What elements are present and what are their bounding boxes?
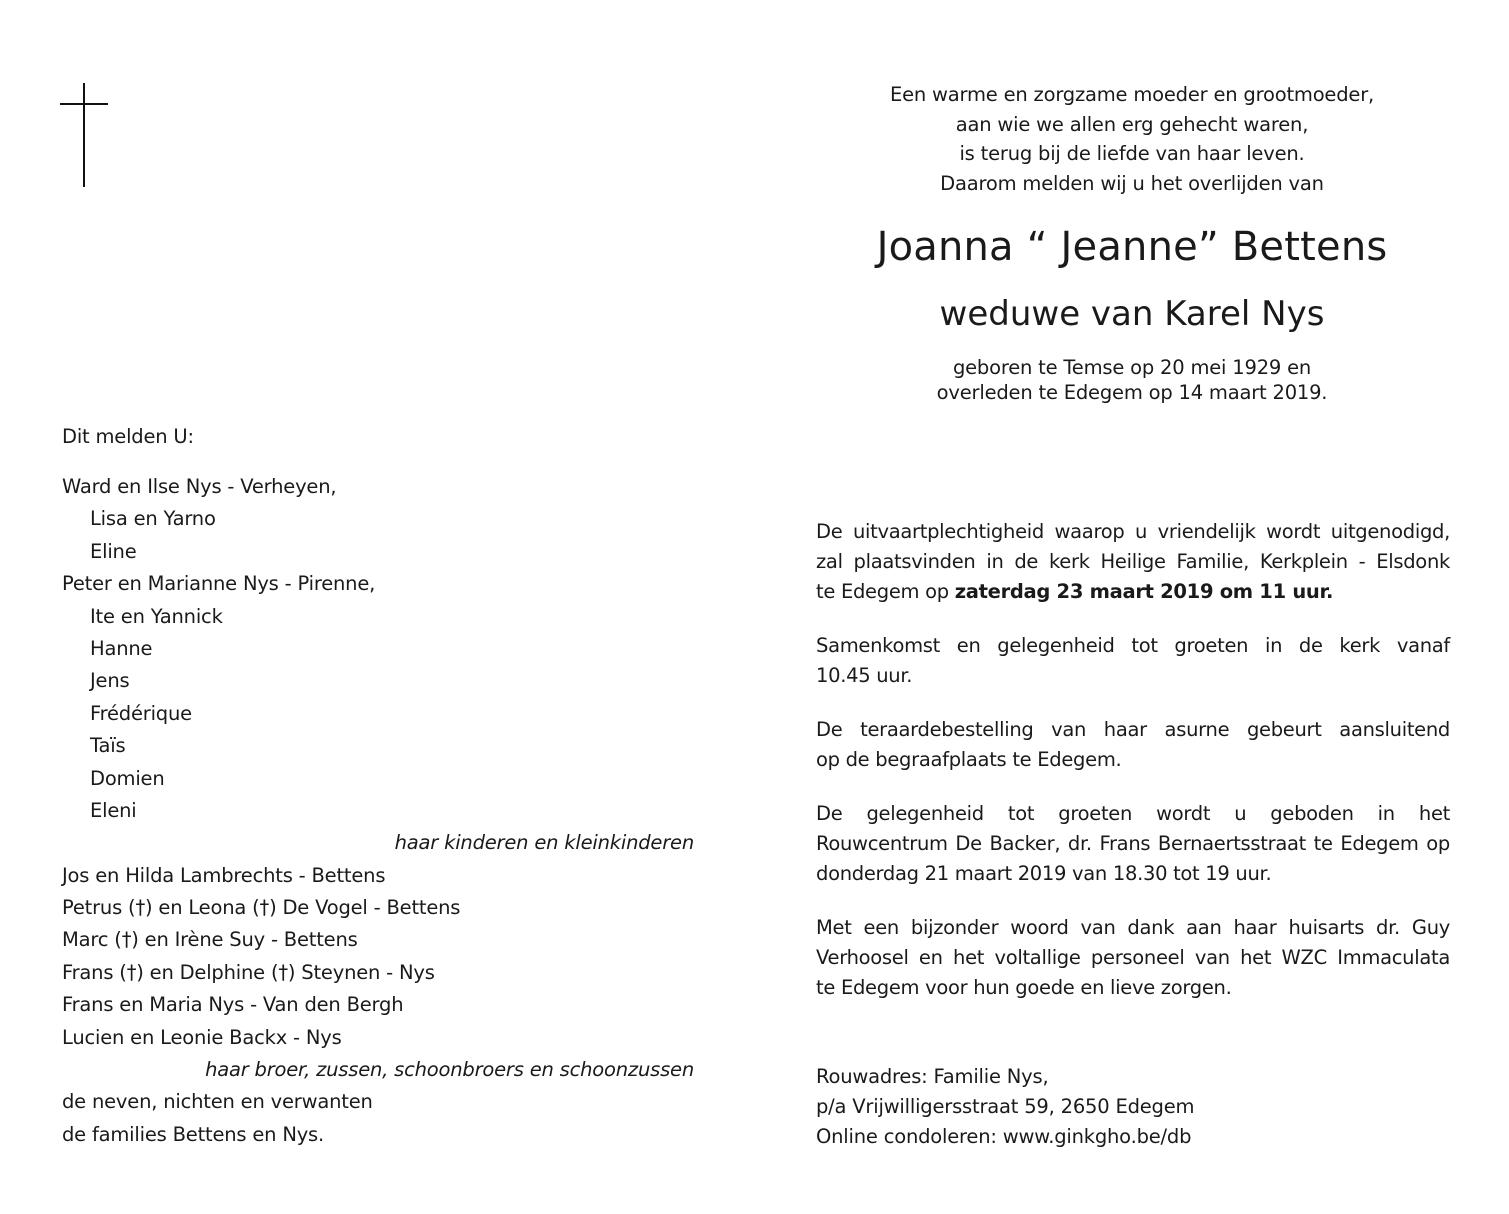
- ceremony-paragraph-visitation: [816, 799, 1450, 889]
- family-member-line: Eline: [90, 539, 137, 563]
- family-member-line: de neven, nichten en verwanten: [62, 1090, 373, 1114]
- family-member-line: Frédérique: [90, 701, 192, 725]
- cross-vertical-bar: [83, 83, 85, 187]
- text-line: 10.45 uur.: [816, 664, 913, 687]
- latin-cross-icon: [60, 83, 108, 187]
- family-member-line: Frans (†) en Delphine (†) Steynen - Nys: [62, 960, 435, 984]
- family-member-line: Ite en Yannick: [90, 604, 223, 628]
- ceremony-details: [816, 517, 1450, 1027]
- family-member-line: Frans en Maria Nys - Van den Bergh: [62, 993, 404, 1017]
- family-intro: Dit melden U:: [62, 425, 194, 448]
- text-line: De teraardebestelling van haar asurne gebeurt aansluitend: [816, 718, 1450, 741]
- family-lines: [62, 471, 702, 1151]
- family-member-line: Lucien en Leonie Backx - Nys: [62, 1025, 342, 1049]
- contact-address: [816, 1062, 1450, 1152]
- cross-horizontal-bar: [60, 103, 108, 105]
- family-member-line: Ward en Ilse Nys - Verheyen,: [62, 475, 337, 498]
- text-line: Samenkomst en gelegenheid tot groeten in de kerk vanaf: [816, 634, 1450, 657]
- family-list: [62, 423, 702, 1151]
- text-line: zal plaatsvinden in de kerk Heilige Familie, Kerkplein - Elsdonk: [816, 550, 1450, 573]
- deceased-name: Joanna “ Jeanne” Bettens: [876, 224, 1388, 270]
- opening-poem: [832, 80, 1432, 198]
- text-line: De gelegenheid tot groeten wordt u geboden in het: [816, 802, 1450, 825]
- text-line: donderdag 21 maart 2019 van 18.30 tot 19 uur.: [816, 862, 1272, 885]
- family-member-line: Jens: [90, 669, 130, 693]
- family-group-caption: haar broer, zussen, schoonbroers en schoonzussen: [205, 1058, 694, 1082]
- family-member-line: Marc (†) en Irène Suy - Bettens: [62, 928, 358, 952]
- text-line: te Edegem voor hun goede en lieve zorgen.: [816, 976, 1232, 999]
- text-line: Met een bijzonder woord van dank aan haar huisarts dr. Guy: [816, 916, 1450, 939]
- ceremony-paragraph-funeral: [816, 517, 1450, 607]
- text-line: Verhoosel en het voltallige personeel van het WZC Immaculata: [816, 946, 1450, 969]
- family-member-line: Peter en Marianne Nys - Pirenne,: [62, 572, 376, 596]
- funeral-date-time: zaterdag 23 maart 2019 om 11 uur.: [954, 580, 1334, 603]
- birth-death-dates: [832, 355, 1432, 405]
- family-member-line: Domien: [90, 766, 165, 790]
- poem-line: is terug bij de liefde van haar leven.: [959, 142, 1305, 165]
- text-line: [816, 577, 1450, 607]
- ceremony-paragraph-burial: [816, 715, 1450, 775]
- mourning-address-line: Rouwadres: Familie Nys,: [816, 1065, 1049, 1088]
- street-address-line: p/a Vrijwilligersstraat 59, 2650 Edegem: [816, 1095, 1195, 1118]
- family-member-line: Eleni: [90, 798, 137, 822]
- text-line: op de begraafplaats te Edegem.: [816, 748, 1122, 771]
- ceremony-paragraph-gathering: [816, 631, 1450, 691]
- family-member-line: Jos en Hilda Lambrechts - Bettens: [62, 863, 386, 887]
- family-member-line: Lisa en Yarno: [90, 507, 216, 531]
- family-member-line: de families Bettens en Nys.: [62, 1122, 325, 1146]
- text-line: Rouwcentrum De Backer, dr. Frans Bernaertsstraat te Edegem op: [816, 832, 1450, 855]
- text-line: De uitvaartplechtigheid waarop u vriendelijk wordt uitgenodigd,: [816, 520, 1450, 543]
- family-member-line: Petrus (†) en Leona (†) De Vogel - Bettens: [62, 896, 461, 920]
- ceremony-paragraph-thanks: [816, 913, 1450, 1003]
- family-member-line: Hanne: [90, 636, 153, 660]
- death-line: overleden te Edegem op 14 maart 2019.: [936, 381, 1328, 404]
- birth-line: geboren te Temse op 20 mei 1929 en: [952, 356, 1312, 379]
- poem-line: Daarom melden wij u het overlijden van: [940, 171, 1324, 195]
- widow-of: weduwe van Karel Nys: [939, 294, 1325, 334]
- family-member-line: Taïs: [90, 734, 126, 758]
- text-fragment: te Edegem op: [816, 580, 955, 603]
- family-group-caption: haar kinderen en kleinkinderen: [394, 831, 694, 855]
- poem-line: Een warme en zorgzame moeder en grootmoeder,: [889, 83, 1375, 106]
- online-condolence-link[interactable]: Online condoleren: www.ginkgho.be/db: [816, 1125, 1192, 1148]
- poem-line: aan wie we allen erg gehecht waren,: [955, 112, 1309, 136]
- announcement-header: [832, 80, 1432, 405]
